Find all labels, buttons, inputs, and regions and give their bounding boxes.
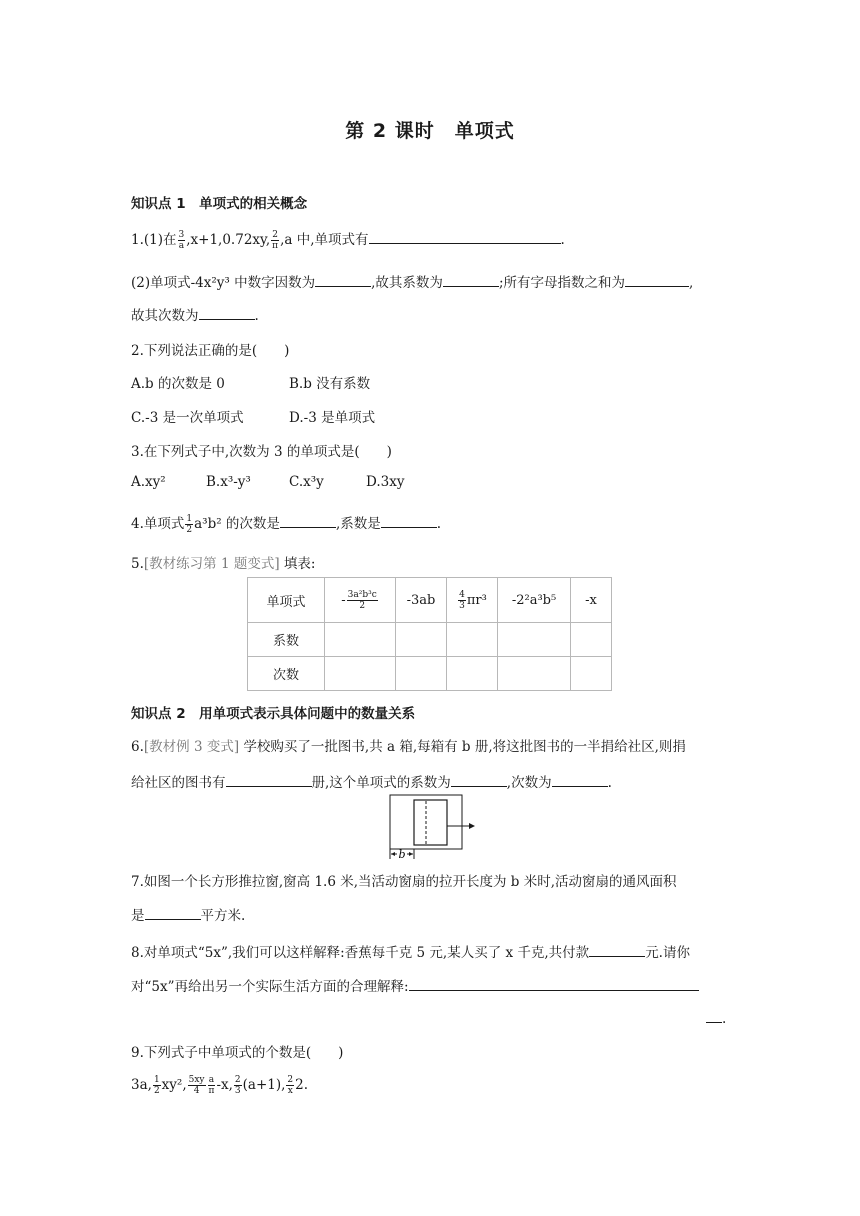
question-4: 4.单项式 $\frac{1}{2}$ a³b² 的次数是 ,系数是 . — [131, 514, 442, 535]
table-row — [248, 578, 612, 623]
question-2-stem: 2.下列说法正确的是( ) — [131, 343, 290, 359]
table-row — [248, 623, 612, 657]
b-length-label: b — [398, 848, 406, 861]
q6-degree-blank[interactable] — [552, 772, 608, 787]
table-row — [248, 657, 612, 691]
answer-cell[interactable] — [498, 657, 571, 691]
fraction-2-over-pi: $\frac{2}{\pi}$ — [272, 230, 279, 251]
answer-cell[interactable] — [396, 623, 447, 657]
question-9-expressions: 3a, $\frac{1}{2}$ xy², $\frac{5xy}{4}$ $\frac{a}{\pi}$ -x, $\frac{2}{3}$ (a+1), $\frac{2}{x}$ 2. — [131, 1075, 309, 1096]
row-header-monomial: 单项式 — [248, 578, 325, 623]
table-cell: $\frac{4}{3}$ πr³ — [447, 578, 498, 623]
q8-explanation-blank[interactable] — [409, 976, 699, 991]
degree-blank[interactable] — [199, 305, 255, 320]
q3-option-d[interactable]: D.3xy — [366, 474, 405, 490]
q1-prefix: 1.(1)在 — [131, 232, 177, 248]
table-cell: -3ab — [396, 578, 447, 623]
knowledge-point-2-heading: 知识点 2 用单项式表示具体问题中的数量关系 — [131, 706, 416, 722]
question-9-stem: 9.下列式子中单项式的个数是( ) — [131, 1045, 344, 1061]
question-6-line-2: 给社区的图书有 册,这个单项式的系数为 ,次数为 . — [131, 771, 612, 791]
q8-explanation-blank-cont[interactable] — [706, 1008, 722, 1023]
question-6-line-1: 6.[教材例 3 变式] 学校购买了一批图书,共 a 箱,每箱有 b 册,将这批图书的一半捐给社区,则捐 — [131, 739, 686, 755]
q6-coefficient-blank[interactable] — [451, 772, 507, 787]
q2-option-c[interactable]: C.-3 是一次单项式 — [131, 410, 244, 426]
table-cell: -2²a³b⁵ — [498, 578, 571, 623]
table-cell: - $\frac{\text{3a²b³c}}{2}$ — [325, 578, 396, 623]
row-header-degree: 次数 — [248, 657, 325, 691]
question-7-line-2: 是 平方米. — [131, 904, 245, 924]
numeric-factor-blank[interactable] — [315, 272, 371, 287]
knowledge-point-1-heading: 知识点 1 单项式的相关概念 — [131, 196, 308, 212]
movable-sash — [414, 800, 447, 845]
q4-coefficient-blank[interactable] — [381, 513, 437, 528]
answer-cell[interactable] — [571, 623, 612, 657]
question-1-part-2: (2)单项式-4x²y³ 中数字因数为 ,故其系数为 ;所有字母指数之和为 , — [131, 271, 693, 291]
q3-option-a[interactable]: A.xy² — [131, 474, 166, 490]
q6-books-blank[interactable] — [226, 772, 312, 787]
question-1-part-2-line-2: 故其次数为 . — [131, 304, 259, 324]
q2-option-a[interactable]: A.b 的次数是 0 — [131, 376, 225, 392]
q4-degree-blank[interactable] — [280, 513, 336, 528]
textbook-tag: [教材例 3 变式] — [143, 739, 240, 755]
answer-cell[interactable] — [498, 623, 571, 657]
q2-option-d[interactable]: D.-3 是单项式 — [289, 410, 376, 426]
answer-cell[interactable] — [325, 657, 396, 691]
answer-cell[interactable] — [396, 657, 447, 691]
arrow-head-icon — [469, 823, 475, 829]
monomial-fill-table — [247, 577, 612, 691]
question-7-line-1: 7.如图一个长方形推拉窗,窗高 1.6 米,当活动窗扇的拉开长度为 b 米时,活动窗扇的通风面积 — [131, 874, 677, 890]
answer-cell[interactable] — [571, 657, 612, 691]
fraction-1-over-2: $\frac{1}{2}$ — [186, 514, 193, 535]
fraction-3-over-a: $\frac{3}{a}$ — [178, 230, 185, 251]
answer-cell[interactable] — [447, 623, 498, 657]
q1-mid: ,x+1,0.72xy, — [186, 232, 271, 248]
question-8-line-2: 对“5x”再给出另一个实际生活方面的合理解释: — [131, 975, 699, 995]
question-5-stem: 5.[教材练习第 1 题变式] 填表: — [131, 556, 316, 572]
answer-cell[interactable] — [447, 657, 498, 691]
page-title: 第 2 课时 单项式 — [345, 120, 515, 142]
q1-answer-blank[interactable] — [369, 229, 561, 244]
textbook-tag: [教材练习第 1 题变式] — [143, 556, 280, 572]
row-header-coefficient: 系数 — [248, 623, 325, 657]
dimension-arrow-icon — [409, 852, 413, 856]
question-8-line-1: 8.对单项式“5x”,我们可以这样解释:香蕉每千克 5 元,某人买了 x 千克,共付款 元.请你 — [131, 941, 690, 961]
dimension-arrow-icon — [391, 852, 395, 856]
q3-option-c[interactable]: C.x³y — [289, 474, 324, 490]
sliding-window-figure — [385, 793, 477, 861]
question-1-part-1: 1.(1)在 $\frac{3}{a}$ ,x+1,0.72xy, $\frac{2}{\pi}$ ,a 中,单项式有 . — [131, 230, 565, 251]
q2-option-b[interactable]: B.b 没有系数 — [289, 376, 371, 392]
question-3-stem: 3.在下列式子中,次数为 3 的单项式是( ) — [131, 444, 392, 460]
q7-area-blank[interactable] — [145, 905, 201, 920]
table-cell: -x — [571, 578, 612, 623]
exponent-sum-blank[interactable] — [625, 272, 689, 287]
q3-option-b[interactable]: B.x³-y³ — [206, 474, 251, 490]
question-8-line-3: . — [706, 1008, 726, 1027]
q8-payment-blank[interactable] — [589, 942, 645, 957]
answer-cell[interactable] — [325, 623, 396, 657]
q1-mid2: ,a 中,单项式有 — [280, 232, 369, 248]
coefficient-blank[interactable] — [443, 272, 499, 287]
